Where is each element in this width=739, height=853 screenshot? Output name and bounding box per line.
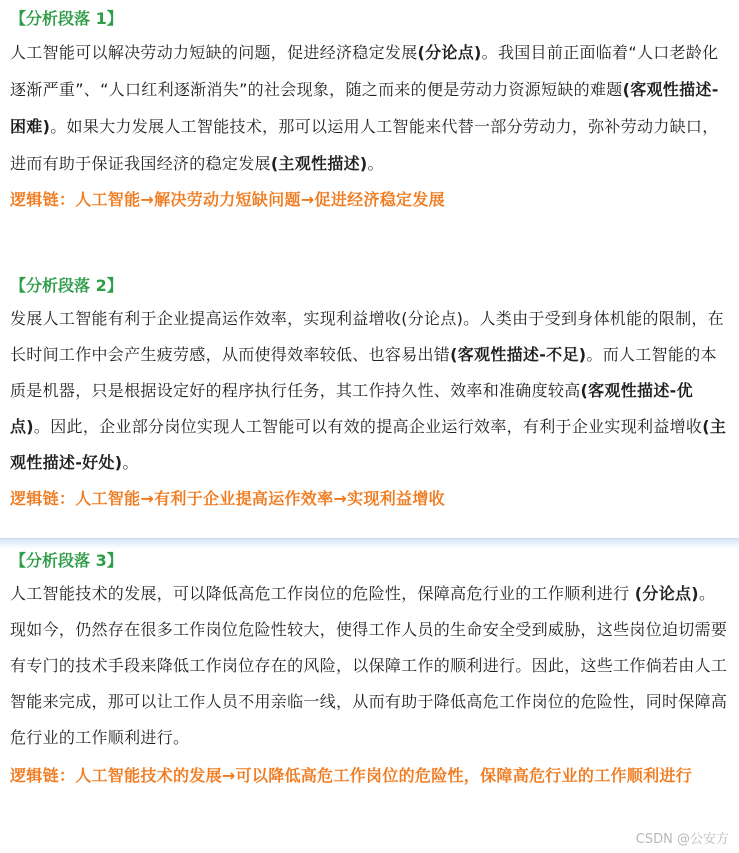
body-text: 。 [367,154,384,173]
body-text: 人工智能可以解决劳动力短缺的问题，促进经济稳定发展 [10,43,418,62]
body-text: 。因此，企业部分岗位实现人工智能可以有效的提高企业运行效率，有利于企业实现利益增收 [33,417,703,436]
logic-chain: 逻辑链：人工智能技术的发展→可以降低高危工作岗位的危险性，保障高危行业的工作顺利进行 [10,766,693,785]
body-text-bold: (主观性描述-好处) [10,417,727,472]
body-text-bold: (客观性描述-不足) [450,345,587,364]
section-heading: 【分析段落 1】 [10,9,123,28]
body-text: 。而人工智能的本质是机器，只是根据设定好的程序执行任务，其工作持久性、效率和准确度较高 [10,345,717,400]
section-body [10,576,731,756]
body-text: 发展人工智能有利于企业提高运作效率，实现利益增收(分论点)。人类由于受到身体机能的限制，在长时间工作中会产生疲劳感，从而使得效率较低、也容易出错 [10,309,724,364]
body-text-bold: (主观性描述) [270,154,368,173]
body-text-bold: (客观性描述-优点) [10,381,693,436]
analysis-section-2 [0,273,739,517]
section-body [10,301,731,481]
section-body [10,34,731,182]
body-text-bold: (分论点) [417,43,482,62]
analysis-section-1 [0,6,739,218]
body-text: 。 [122,453,139,472]
body-text: 。我国目前正面临着“人口老龄化逐渐严重”、“人口红利逐渐消失”的社会现象，随之而来的便是劳动力资源短缺的难题 [10,43,719,99]
section-heading: 【分析段落 2】 [10,276,123,295]
watermark: CSDN @公安方 [635,832,729,847]
body-text-bold: (分论点) [634,584,699,603]
body-text-bold: (客观性描述-困难) [10,80,719,136]
body-text: 。如果大力发展人工智能技术，那可以运用人工智能来代替一部分劳动力，弥补劳动力缺口，进而有助于保证我国经济的稳定发展 [10,117,719,173]
logic-chain: 逻辑链：人工智能→有利于企业提高运作效率→实现利益增收 [10,489,445,508]
section-heading: 【分析段落 3】 [10,551,123,570]
body-text: 人工智能技术的发展，可以降低高危工作岗位的危险性，保障高危行业的工作顺利进行 [10,584,635,603]
body-text: 。现如今，仍然存在很多工作岗位危险性较大，使得工作人员的生命安全受到威胁，这些岗位迫切需要有专门的技术手段来降低工作岗位存在的风险，以保障工作的顺利进行。因此，这些工作倘若由人工智能来完成，那可以让工作人员不用亲临一线，从而有助于降低高危工作岗位的危险性，同时保障高危行业的工作顺利进行。 [10,584,728,747]
analysis-section-3 [0,548,739,796]
logic-chain: 逻辑链：人工智能→解决劳动力短缺问题→促进经济稳定发展 [10,190,445,209]
